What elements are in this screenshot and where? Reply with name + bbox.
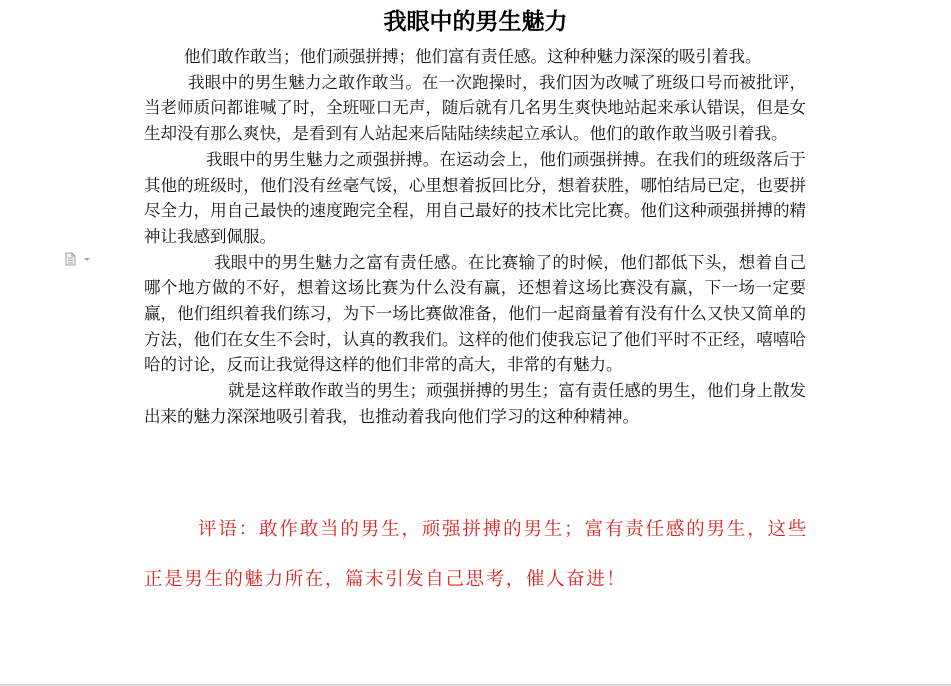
- paragraph-conclusion: 就是这样敢作敢当的男生；顽强拼搏的男生；富有责任感的男生，他们身上散发出来的魅力深深地吸引着我，也推动着我向他们学习的这种种精神。: [144, 381, 806, 426]
- document-title: 我眼中的男生魅力: [383, 9, 568, 35]
- paragraph-courage: 我眼中的男生魅力之敢作敢当。在一次跑操时，我们因为改喊了班级口号而被批评，当老师质问都谁喊了时，全班哑口无声，随后就有几名男生爽快地站起来承认错误，但是女生却没有那么爽快，是看到有人站起来后陆陆续续起立承认。他们的敢作敢当吸引着我。: [144, 72, 806, 144]
- paragraph-intro: 他们敢作敢当；他们顽强拼搏；他们富有责任感。这种种魅力深深的吸引着我。: [184, 47, 762, 66]
- paragraph-perseverance: 我眼中的男生魅力之顽强拼搏。在运动会上，他们顽强拼搏。在我们的班级落后于其他的班级时，他们没有丝毫气馁，心里想着扳回比分，想着获胜，哪怕结局已定，也要拼尽全力，用自己最快的速度跑完全程，用自己最好的技术比完比赛。他们这种顽强拼搏的精神让我感到佩服。: [144, 149, 806, 246]
- document-body: [144, 44, 806, 430]
- teacher-comment: 评语：敢作敢当的男生，顽强拼搏的男生；富有责任感的男生，这些正是男生的魅力所在，篇末引发自己思考，催人奋进！: [144, 519, 808, 590]
- document-options-icon[interactable]: [64, 251, 92, 265]
- paragraph-responsibility: 我眼中的男生魅力之富有责任感。在比赛输了的时候，他们都低下头，想着自己哪个地方做的不好，想着这场比赛为什么没有赢，还想着这场比赛没有赢，下一场一定要赢，他们组织着我们练习，为下一场比赛做准备，他们一起商量着有没有什么又快又简单的方法，他们在女生不会时，认真的教我们。这样的他们使我忘记了他们平时不正经，嘻嘻哈哈的讨论，反而让我觉得这样的他们非常的高大，非常的有魅力。: [144, 252, 806, 375]
